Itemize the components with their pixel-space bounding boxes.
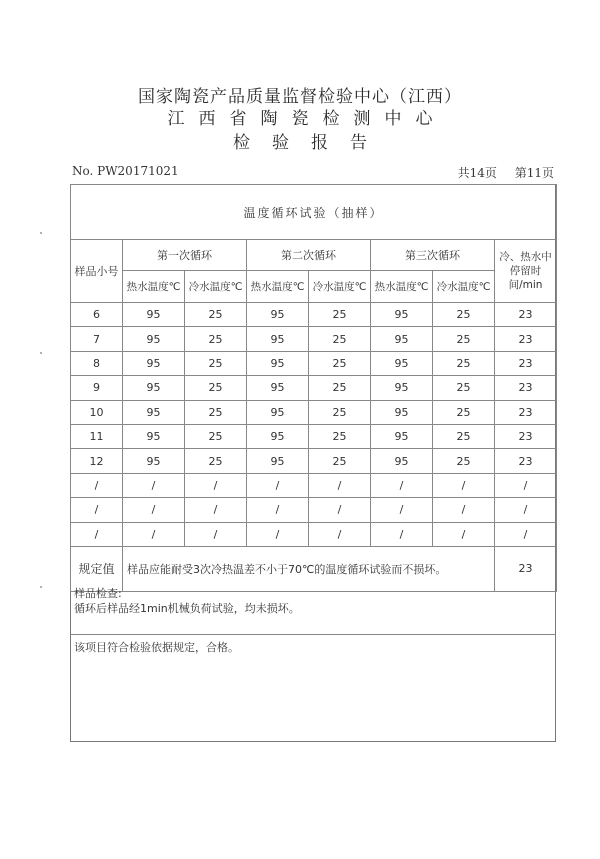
table-cell: 25 (433, 376, 495, 400)
header-center-name: 国家陶瓷产品质量监督检验中心（江西） (138, 87, 462, 107)
table-cell: / (185, 498, 247, 522)
table-cell: / (495, 498, 557, 522)
table-row (71, 351, 557, 375)
table-cell: / (247, 522, 309, 546)
table-row (71, 522, 557, 546)
cold-temp-header: 冷水温度℃ (433, 271, 495, 303)
table-cell: / (495, 473, 557, 497)
table-cell: 95 (371, 449, 433, 473)
table-cell: 25 (309, 400, 371, 424)
table-cell: 95 (371, 376, 433, 400)
table-cell: / (309, 498, 371, 522)
sample-no-cell: / (71, 522, 123, 546)
cycle-3-header: 第三次循环 (371, 240, 495, 271)
table-cell: 25 (433, 351, 495, 375)
spec-value: 23 (495, 546, 557, 591)
table-cell: 95 (371, 303, 433, 327)
sample-no-cell: 12 (71, 449, 123, 473)
table-row (71, 498, 557, 522)
header-center-subname: 江西省陶瓷检测中心 (167, 109, 447, 129)
table-cell: 23 (495, 303, 557, 327)
inspection-section (74, 586, 300, 616)
table-cell: 95 (247, 424, 309, 448)
table-row (71, 327, 557, 351)
table-row (71, 449, 557, 473)
page-info (444, 164, 554, 181)
total-pages: 共14页 (457, 166, 497, 180)
sample-no-cell: / (71, 473, 123, 497)
table-cell: / (247, 498, 309, 522)
table-cell: 25 (309, 376, 371, 400)
table-cell: / (371, 522, 433, 546)
table-cell: 95 (371, 400, 433, 424)
table-cell: 23 (495, 449, 557, 473)
table-cell: 95 (123, 303, 185, 327)
hot-temp-header: 热水温度℃ (123, 271, 185, 303)
table-cell: 25 (309, 449, 371, 473)
table-cell: 25 (185, 400, 247, 424)
scan-speck (40, 586, 42, 588)
table-cell: 95 (371, 351, 433, 375)
cold-temp-header: 冷水温度℃ (309, 271, 371, 303)
table-cell: / (433, 473, 495, 497)
table-cell: / (309, 522, 371, 546)
table-cell: 25 (433, 327, 495, 351)
table-cell: 95 (123, 449, 185, 473)
table-cell: 95 (247, 400, 309, 424)
table-row (71, 400, 557, 424)
inspection-text: 循环后样品经1min机械负荷试验，均未损坏。 (74, 602, 300, 615)
table-cell: 25 (433, 303, 495, 327)
table-cell: 23 (495, 424, 557, 448)
table-body (71, 303, 557, 547)
table-row (71, 303, 557, 327)
table-cell: 95 (371, 327, 433, 351)
table-cell: 95 (123, 400, 185, 424)
table-row (71, 424, 557, 448)
table-cell: 95 (247, 303, 309, 327)
table-cell: / (309, 473, 371, 497)
sample-no-cell: / (71, 498, 123, 522)
table-cell: 95 (123, 376, 185, 400)
table-cell: 25 (185, 424, 247, 448)
table-cell: / (185, 522, 247, 546)
table-cell: 25 (185, 351, 247, 375)
table-cell: / (123, 473, 185, 497)
table-cell: 23 (495, 376, 557, 400)
sample-no-cell: 7 (71, 327, 123, 351)
table-cell: 23 (495, 400, 557, 424)
table-cell: 25 (185, 327, 247, 351)
table-cell: / (185, 473, 247, 497)
table-cell: 25 (309, 424, 371, 448)
spec-text: 样品应能耐受3次冷热温差不小于70℃的温度循环试验而不损坏。 (123, 546, 495, 591)
table-cell: / (433, 522, 495, 546)
table-cell: 25 (185, 303, 247, 327)
hot-temp-header: 热水温度℃ (247, 271, 309, 303)
hot-temp-header: 热水温度℃ (371, 271, 433, 303)
sample-no-cell: 6 (71, 303, 123, 327)
table-cell: / (495, 522, 557, 546)
cycle-2-header: 第二次循环 (247, 240, 371, 271)
table-cell: 95 (371, 424, 433, 448)
sample-no-cell: 8 (71, 351, 123, 375)
spec-label: 规定值 (71, 546, 123, 591)
table-cell: 95 (123, 424, 185, 448)
table-cell: 25 (185, 449, 247, 473)
table-cell: 25 (433, 400, 495, 424)
table-cell: 25 (185, 376, 247, 400)
sample-no-cell: 9 (71, 376, 123, 400)
table-cell: / (371, 473, 433, 497)
table-cell: / (433, 498, 495, 522)
sample-no-cell: 10 (71, 400, 123, 424)
dwell-time-header: 冷、热水中停留时间/min (495, 240, 557, 303)
table-cell: 25 (309, 327, 371, 351)
table-cell: 95 (123, 327, 185, 351)
report-number: No. PW20171021 (72, 164, 179, 178)
table-cell: / (371, 498, 433, 522)
table-cell: 95 (247, 327, 309, 351)
table-cell: 95 (123, 351, 185, 375)
table-cell: / (247, 473, 309, 497)
table-cell: 25 (433, 424, 495, 448)
conclusion-text: 该项目符合检验依据规定，合格。 (74, 641, 239, 654)
header-report-title: 检验报告 (233, 133, 389, 153)
table-title: 温度循环试验（抽样） (71, 185, 557, 240)
sample-no-cell: 11 (71, 424, 123, 448)
table-cell: 25 (309, 351, 371, 375)
section-divider (70, 634, 556, 635)
table-row (71, 473, 557, 497)
table-cell: 95 (247, 351, 309, 375)
inspection-title: 样品检查: (74, 587, 122, 600)
sample-no-header: 样品小号 (71, 240, 123, 303)
table-cell: / (123, 498, 185, 522)
table-cell: / (123, 522, 185, 546)
table-cell: 23 (495, 327, 557, 351)
table-cell: 95 (247, 449, 309, 473)
table-cell: 95 (247, 376, 309, 400)
temperature-cycle-table (70, 184, 557, 592)
cycle-1-header: 第一次循环 (123, 240, 247, 271)
table-cell: 23 (495, 351, 557, 375)
cold-temp-header: 冷水温度℃ (185, 271, 247, 303)
table-row (71, 376, 557, 400)
table-cell: 25 (433, 449, 495, 473)
table-cell: 25 (309, 303, 371, 327)
page-number: 第11页 (514, 166, 554, 180)
scan-speck (40, 352, 42, 354)
scan-speck (40, 232, 42, 234)
